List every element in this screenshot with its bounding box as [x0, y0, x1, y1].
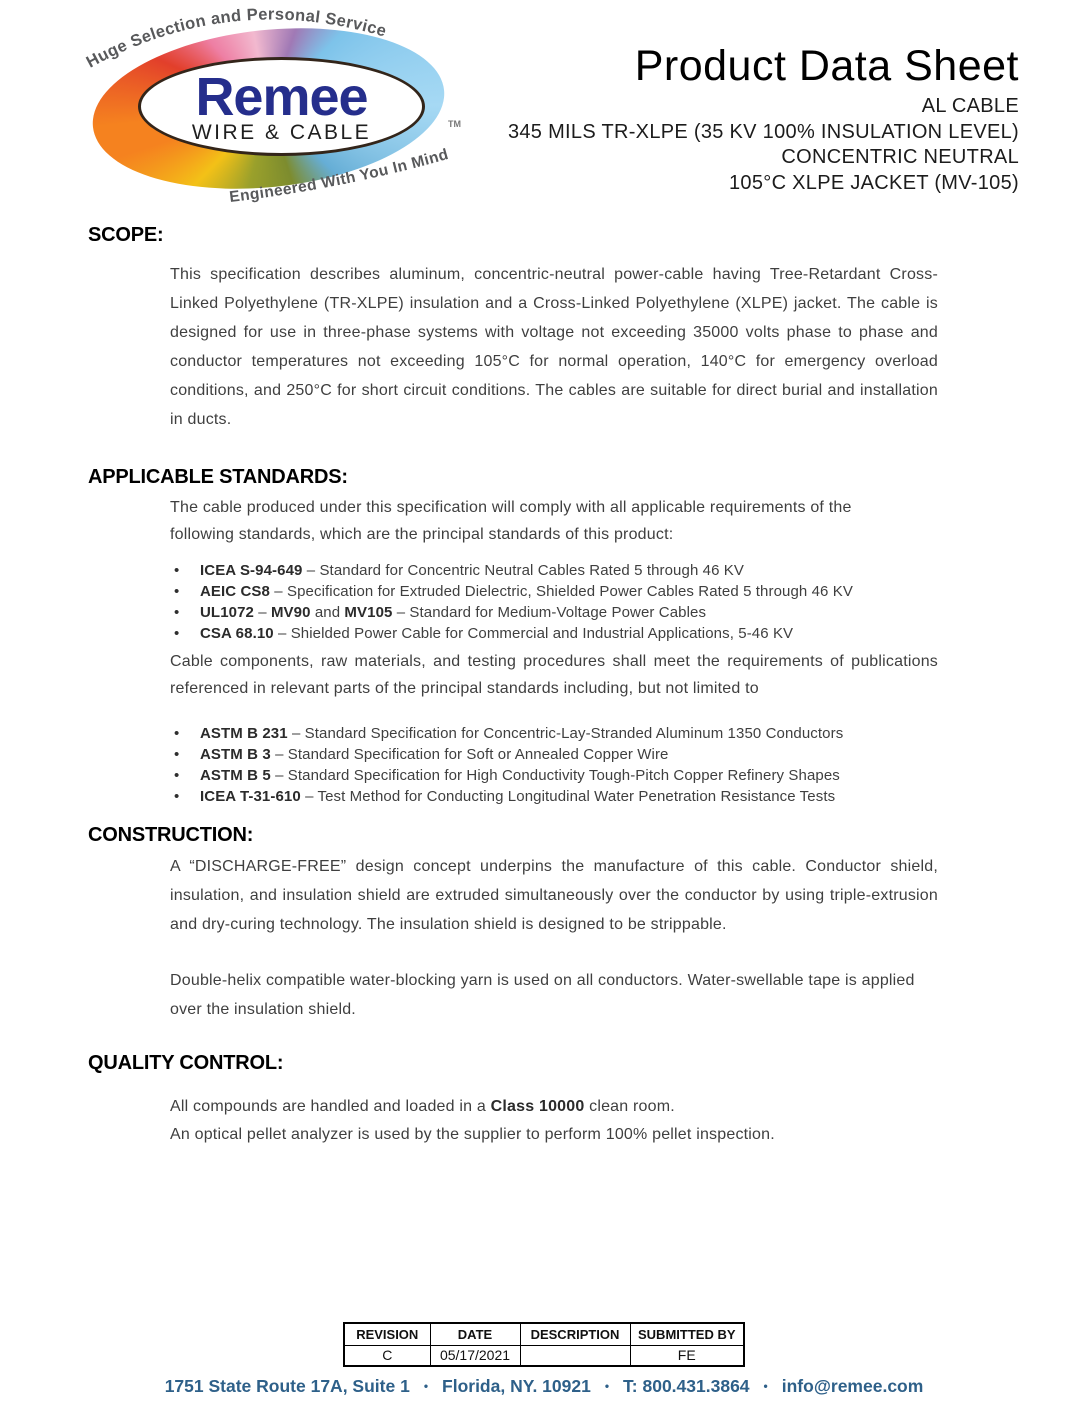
footer-city: Florida, NY. 10921 [442, 1376, 591, 1396]
revision-header: REVISION [344, 1323, 430, 1345]
trademark-symbol: TM [448, 119, 461, 129]
tagline-top: Huge Selection and Personal Service [83, 5, 389, 72]
quality-paragraphs [170, 1093, 938, 1148]
description-value [520, 1345, 630, 1366]
logo-center-oval [138, 57, 425, 156]
construction-paragraph-2: Double-helix compatible water-blocking yarn is used on all conductors. Water-swellable tape is applied over the insulation shield. [170, 972, 915, 1018]
standards-list-item: • UL1072 – MV90 and MV105 – Standard for Medium-Voltage Power Cables [170, 602, 934, 623]
subtitle-line: 105°C XLPE JACKET (MV-105) [729, 171, 1019, 194]
construction-heading: CONSTRUCTION: [88, 824, 254, 846]
standards-list-item: • ICEA S-94-649 – Standard for Concentric Neutral Cables Rated 5 through 46 KV [170, 560, 934, 581]
subtitle-line: AL CABLE [921, 95, 1019, 117]
standards-list-item: • ASTM B 5 – Standard Specification for High Conductivity Tough-Pitch Copper Refinery Shapes [170, 765, 934, 786]
revision-value: C [344, 1345, 430, 1366]
scope-paragraph: This specification describes aluminum, concentric-neutral power-cable having Tree-Retardant Cross-Linked Polyethylene (TR-XLPE) insulation and a Cross-Linked Polyethylene (XLPE) jacket. The cable is designed for use in three-phase systems with voltage not exceeding 35000 volts phase to phase and conductor temperatures not exceeding 105°C for normal operation, 140°C for emergency overload conditions, and 250°C for short circuit conditions. The cables are suitable for direct burial and installation in ducts. [170, 266, 938, 428]
submitted-by-value: FE [630, 1345, 744, 1366]
footer-address: 1751 State Route 17A, Suite 1 [164, 1376, 410, 1396]
standards-list-item: • CSA 68.10 – Shielded Power Cable for Commercial and Industrial Applications, 5-46 KV [170, 623, 934, 644]
construction-paragraph-1: A “DISCHARGE-FREE” design concept underpins the manufacture of this cable. Conductor shield, insulation, and insulation shield are extruded simultaneously over the conductor by using triple-extrusion and dry-curing technology. The insulation shield is designed to be strippable. [170, 858, 938, 933]
footer-address-line [0, 1376, 1088, 1397]
standards-heading: APPLICABLE STANDARDS: [88, 466, 348, 488]
remee-logo [80, 4, 480, 214]
standards-list-item: • ICEA T-31-610 – Test Method for Conducting Longitudinal Water Penetration Resistance Tests [170, 786, 934, 807]
standards-list-item: • ASTM B 3 – Standard Specification for Soft or Annealed Copper Wire [170, 744, 934, 765]
footer-separator: • [423, 1379, 429, 1393]
subtitle-line: CONCENTRIC NEUTRAL [781, 146, 1019, 168]
standards-intro: The cable produced under this specification will comply with all applicable requirements of the following standards, which are the principal standards of this product: [170, 499, 852, 543]
standards-middle-paragraph: Cable components, raw materials, and testing procedures shall meet the requirements of publications referenced in relevant parts of the principal standards including, but not limited to [170, 653, 938, 697]
subtitle-line: 345 MILS TR-XLPE (35 KV 100% INSULATION LEVEL) [507, 120, 1019, 143]
footer-separator: • [604, 1379, 610, 1393]
scope-heading: SCOPE: [88, 224, 164, 246]
brand-subtitle: WIRE & CABLE [191, 120, 372, 144]
quality-line-1: All compounds are handled and loaded in a Class 10000 clean room. [170, 1098, 675, 1115]
standards-list-item: • ASTM B 231 – Standard Specification for Concentric-Lay-Stranded Aluminum 1350 Conductors [170, 723, 934, 744]
quality-heading: QUALITY CONTROL: [88, 1052, 284, 1074]
description-header: DESCRIPTION [520, 1323, 630, 1345]
standards-list-secondary [170, 723, 934, 807]
quality-line-2: An optical pellet analyzer is used by the supplier to perform 100% pellet inspection. [170, 1125, 775, 1143]
page-title: Product Data Sheet [634, 42, 1019, 90]
brand-name: Remee [195, 66, 368, 127]
revision-table-header-row [344, 1323, 744, 1345]
revision-table [343, 1322, 745, 1367]
submitted-by-header: SUBMITTED BY [630, 1323, 744, 1345]
revision-table-row [344, 1345, 744, 1366]
standards-list-item: • AEIC CS8 – Specification for Extruded Dielectric, Shielded Power Cables Rated 5 through 46 KV [170, 581, 934, 602]
tagline-bottom: Engineered With You In Mind [228, 146, 451, 206]
footer-separator: • [763, 1379, 768, 1393]
date-value: 05/17/2021 [430, 1345, 520, 1366]
footer-email: info@remee.com [781, 1376, 924, 1396]
footer-phone: T: 800.431.3864 [623, 1376, 750, 1396]
standards-list-primary [170, 560, 934, 644]
document-header [508, 42, 1019, 196]
date-header: DATE [430, 1323, 520, 1345]
